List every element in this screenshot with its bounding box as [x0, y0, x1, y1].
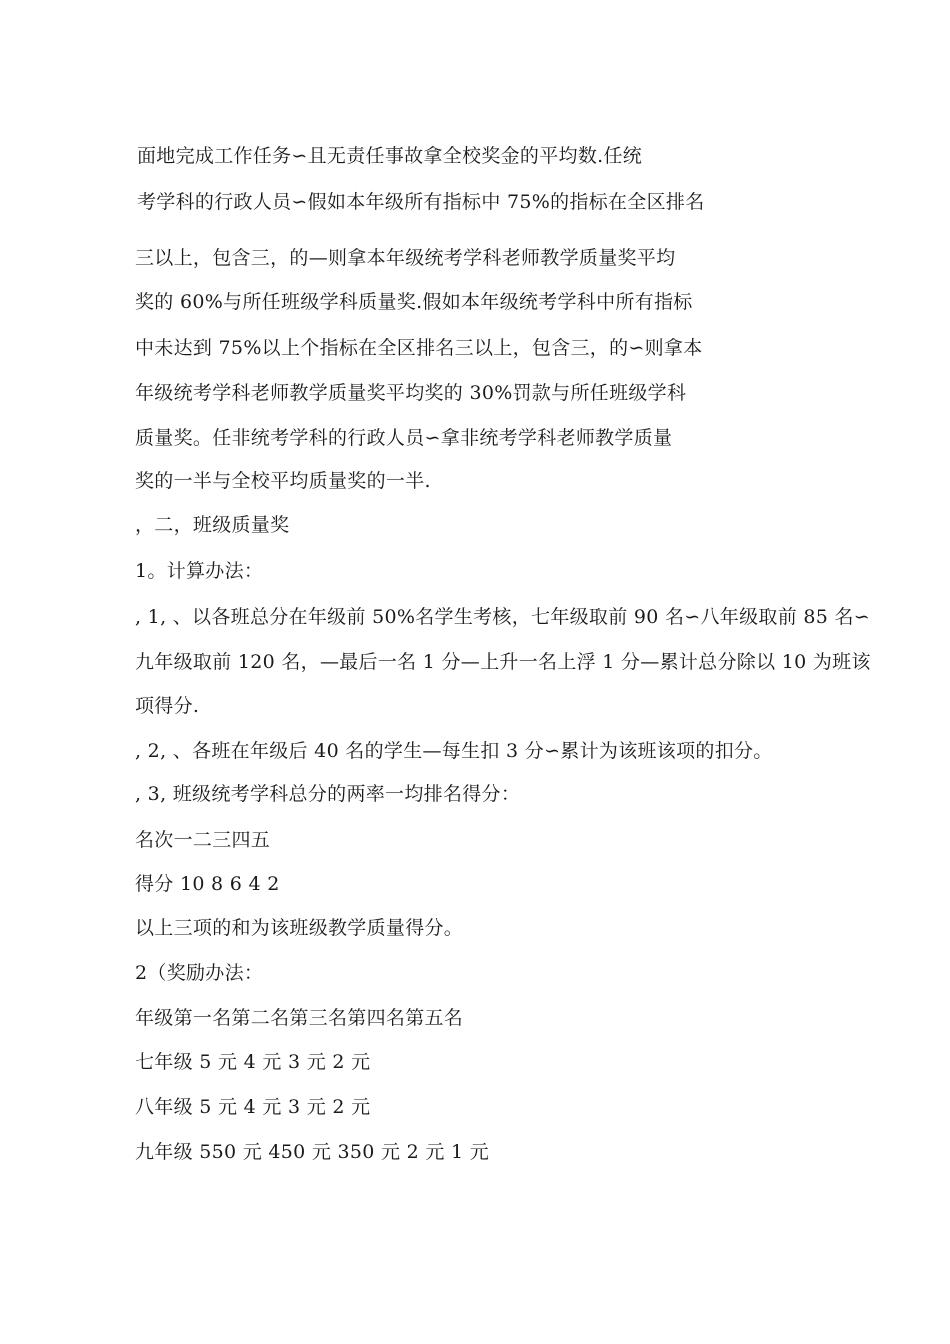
text-line: 项得分. — [135, 695, 200, 717]
text-line: , 1, 、以各班总分在年级前 50%名学生考核，七年级取前 90 名∽八年级取前 85 名∽ — [135, 606, 870, 628]
award-row: 七年级 5 元 4 元 3 元 2 元 — [135, 1051, 371, 1073]
rank-header-line: 名次一二三四五 — [135, 829, 271, 851]
text-line: 奖的 60%与所任班级学科质量奖.假如本年级统考学科中所有指标 — [135, 291, 693, 313]
text-line: 奖的一半与全校平均质量奖的一半. — [135, 470, 431, 492]
section-heading: ，二，班级质量奖 — [135, 514, 290, 536]
award-row: 九年级 550 元 450 元 350 元 2 元 1 元 — [135, 1141, 490, 1163]
subsection-heading: 2（奖励办法： — [135, 962, 264, 984]
score-line: 得分 10 8 6 4 2 — [135, 873, 280, 895]
text-line: 年级统考学科老师教学质量奖平均奖的 30%罚款与所任班级学科 — [135, 382, 687, 404]
text-line: 三以上，包含三，的—则拿本年级统考学科老师教学质量奖平均 — [135, 247, 676, 269]
award-row: 八年级 5 元 4 元 3 元 2 元 — [135, 1096, 371, 1118]
award-header-line: 年级第一名第二名第三名第四名第五名 — [135, 1007, 464, 1029]
text-line: 中未达到 75%以上个指标在全区排名三以上，包含三，的∽则拿本 — [135, 337, 703, 359]
text-line: 面地完成工作任务∽且无责任事故拿全校奖金的平均数.任统 — [137, 145, 643, 167]
subsection-heading: 1。计算办法： — [135, 560, 264, 582]
text-line: 九年级取前 120 名，—最后一名 1 分—上升一名上浮 1 分—累计总分除以 10 为班该 — [135, 651, 871, 673]
text-line: , 3, 班级统考学科总分的两率一均排名得分： — [135, 783, 521, 805]
text-line: 考学科的行政人员∽假如本年级所有指标中 75%的指标在全区排名 — [137, 191, 705, 213]
text-line: , 2, 、各班在年级后 40 名的学生—每生扣 3 分∽累计为该班该项的扣分。 — [135, 740, 773, 762]
text-line: 以上三项的和为该班级教学质量得分。 — [135, 917, 464, 939]
text-line: 质量奖。任非统考学科的行政人员∽拿非统考学科老师教学质量 — [135, 427, 673, 449]
